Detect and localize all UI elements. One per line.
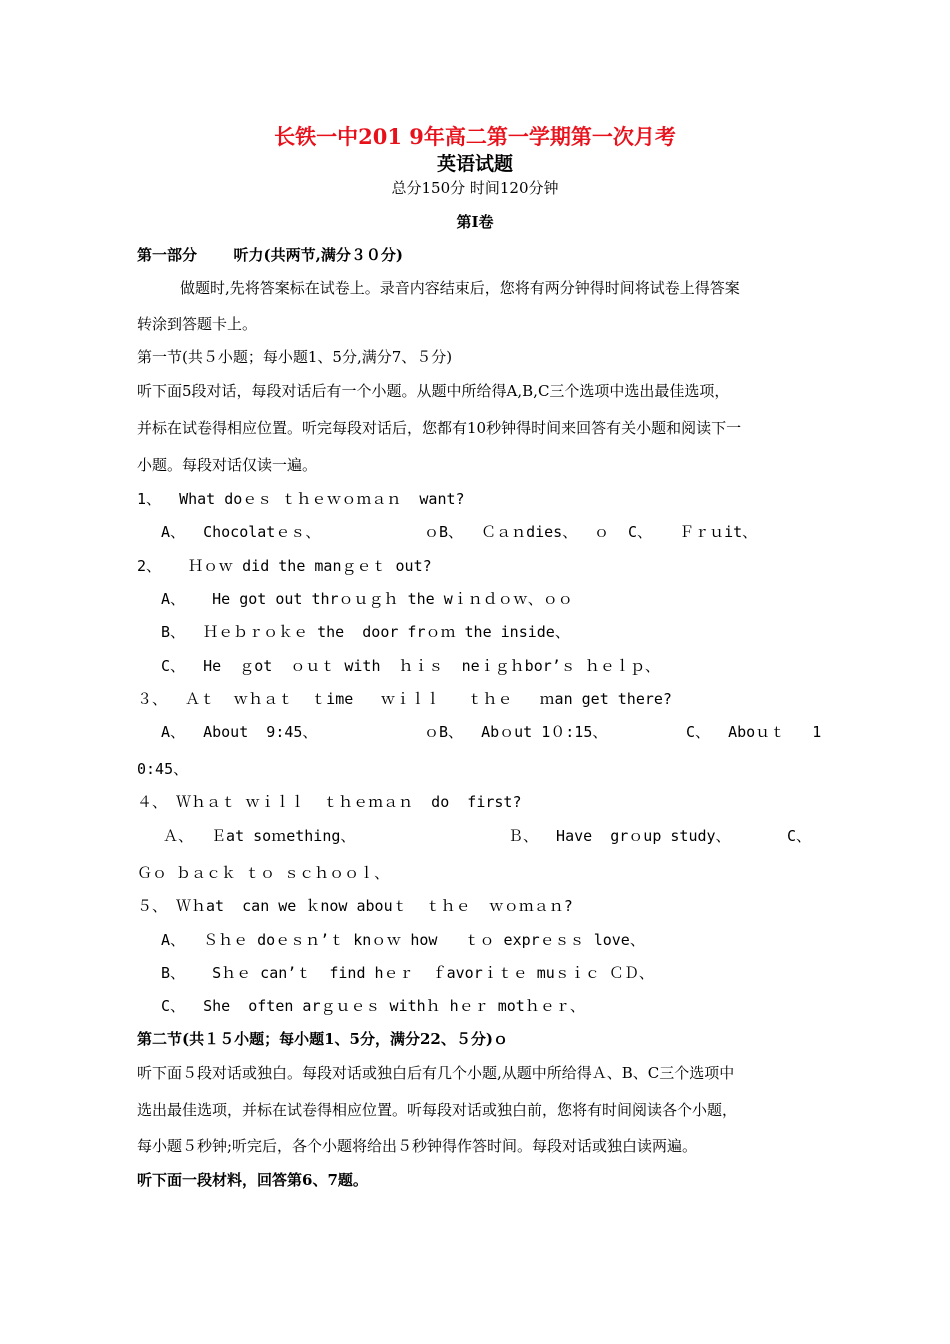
question-4-option-a: Ａ、 Ｅat soｍething、 (163, 827, 356, 845)
question-3-option-c-continued: 0:45、 (137, 760, 189, 778)
question-3-option-b: ｏB、 Abｏut 1０:15、 (424, 723, 608, 741)
question-4-option-c: C、 (787, 827, 812, 845)
question-4-option-c-continued: Ｇｏ ｂａｃｋ ｔｏ ｓｃｈｏｏｌ、 (137, 864, 390, 882)
section2-heading (137, 1029, 508, 1049)
question-1-stray-mark: ｏ (594, 523, 610, 541)
question-3-option-c: C、 Aboｕｔ 1 (686, 723, 822, 741)
question-2-stem: 2、 Ｈｏｗ did the manｇｅｔ out? (137, 557, 432, 575)
question-1-stem: 1、 What doｅｓ ｔｈｅｗｏｍａｎ want? (137, 490, 465, 508)
question-4-stem: ４、 Ｗｈａｔ ｗｉｌｌ ｔｈｅｍａｎ do first? (137, 793, 522, 811)
exam-subject: 英语试题 (436, 153, 513, 175)
exam-meta: 总分150分 时间120分钟 (391, 179, 559, 197)
question-5-stem: ５、 Ｗｈat can we ｋnow abouｔ ｔｈｅ ｗｏｍａｎ? (137, 897, 573, 915)
section2-subheading: 听下面一段材料，回答第6、7题。 (137, 1171, 368, 1189)
question-3-stem: ３、 Ａｔ ｗｈａｔ ｔime ｗｉｌｌ ｔｈｅ ｍan get there? (137, 690, 672, 708)
section2-instruction-line2: 选出最佳选项，并标在试卷得相应位置。听每段对话或独白前，您将有时间阅读各个小题， (137, 1101, 738, 1119)
question-5-option-b: B、 Sｈｅ can’ｔ find hｅｒ ｆavorｉｔｅ muｓｉｃ ＣＤ、 (161, 964, 654, 982)
question-4-option-b: Ｂ、 Have grｏup study、 (508, 827, 731, 845)
part1-heading: 第一部分 听力(共两节,满分３０分) (137, 246, 403, 264)
question-5-option-c: C、 She often arｇｕｅｓ withｈ hｅｒ motｈｅｒ、 (161, 997, 585, 1015)
section1-instruction-line2: 并标在试卷得相应位置。听完每段对话后，您都有10秒钟得时间来回答有关小题和阅读下一 (137, 419, 742, 437)
question-2-option-b: B、 Ｈｅｂｒｏｋｅ the door frｏｍ the inside、 (161, 623, 570, 641)
section1-instruction-line1: 听下面5段对话，每段对话后有一个小题。从题中所给得A,B,C三个选项中选出最佳选项， (137, 382, 730, 400)
question-1-option-a: A、 Chocolatｅｓ、 (161, 523, 321, 541)
volume-label: 第Ⅰ卷 (456, 213, 494, 231)
question-2-option-c: C、 He ｇot ｏｕｔ with ｈｉｓ neｉｇｈbor’ｓ ｈｅｌｐ、 (161, 657, 660, 675)
part1-instruction-line2: 转涂到答题卡上。 (137, 315, 258, 333)
section1-instruction-line3: 小题。每段对话仅读一遍。 (137, 456, 318, 474)
question-1-option-c: C、 Ｆｒｕit、 (628, 523, 758, 541)
question-1-option-b: ｏB、 Ｃａｎdies、 (424, 523, 578, 541)
question-3-option-a: A、 About 9:45、 (161, 723, 318, 741)
section2-heading-text: 第二节(共１５小题；每小题1、5分，满分22、５分) (137, 1030, 493, 1048)
question-5-option-a: A、 Ｓｈｅ doｅｓｎ’ｔ knｏｗ how ｔｏ exprｅｓｓ love、 (161, 931, 645, 949)
section2-stray-mark: ｏ (492, 1030, 508, 1048)
exam-title: 长铁一中201 9年高二第一学期第一次月考 (274, 124, 676, 149)
section2-instruction-line1: 听下面５段对话或独白。每段对话或独白后有几个小题,从题中所给得Ａ、B、C三个选项中 (137, 1064, 735, 1082)
part1-instruction-line1: 做题时,先将答案标在试卷上。录音内容结束后，您将有两分钟得时间将试卷上得答案 (180, 279, 740, 297)
question-2-option-a: A、 He got out thrｏｕｇｈ the wｉｎｄｏｗ、ｏｏ (161, 590, 573, 608)
section1-heading: 第一节(共５小题；每小题1、5分,满分7、５分) (137, 348, 453, 366)
section2-instruction-line3: 每小题５秒钟;听完后，各个小题将给出５秒钟得作答时间。每段对话或独白读两遍。 (137, 1137, 698, 1155)
